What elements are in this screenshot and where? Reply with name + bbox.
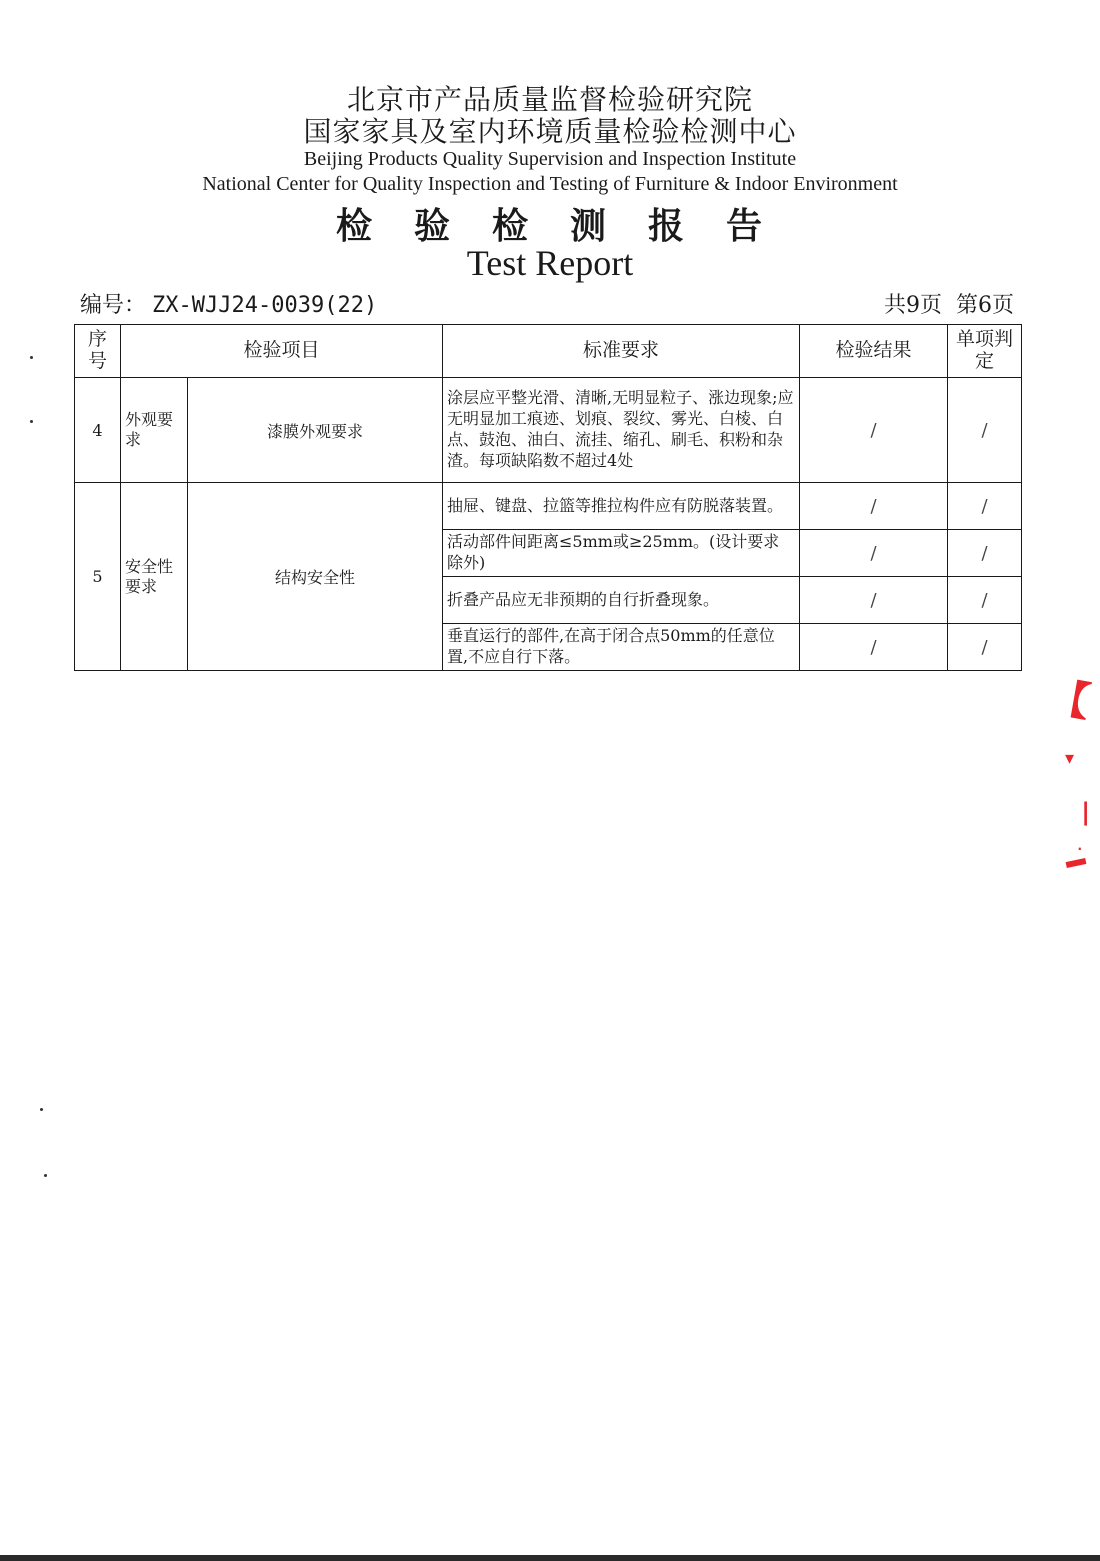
row-result: /: [800, 624, 948, 671]
row-requirement: 涂层应平整光滑、清晰,无明显粒子、涨边现象;应无明显加工痕迹、划痕、裂纹、雾光、白棱、白点、鼓泡、油白、流挂、缩孔、刷毛、积粉和杂渣。每项缺陷数不超过4处: [443, 378, 800, 483]
institute-name-cn: 北京市产品质量监督检验研究院: [346, 83, 753, 116]
report-number: [80, 288, 377, 319]
row-requirement: 折叠产品应无非预期的自行折叠现象。: [443, 577, 800, 624]
scan-border: [0, 1555, 1100, 1561]
report-title-cn: 检验检测报告: [335, 205, 804, 247]
row-requirement: 活动部件间距离≤5mm或≥25mm。(设计要求除外): [443, 530, 800, 577]
seal-fragment: ·: [1077, 842, 1082, 856]
row-result: /: [800, 577, 948, 624]
center-name-en: National Center for Quality Inspection and Testing of Furniture & Indoor Environment: [202, 173, 898, 195]
total-pages: 共9页: [884, 293, 942, 318]
table-row: [75, 483, 1022, 530]
header-no: 序号: [75, 325, 121, 378]
row-result: /: [800, 483, 948, 530]
row-category: 安全性要求: [121, 483, 188, 671]
row-no: 4: [75, 378, 121, 483]
seal-fragment: ▾: [1064, 748, 1074, 769]
row-result: /: [800, 530, 948, 577]
seal-fragment: [1066, 858, 1087, 868]
row-item: 漆膜外观要求: [188, 378, 443, 483]
row-category: 外观要求: [121, 378, 188, 483]
row-requirement: 垂直运行的部件,在高于闭合点50mm的任意位置,不应自行下落。: [443, 624, 800, 671]
table-row: [75, 378, 1022, 483]
row-judgment: /: [948, 378, 1022, 483]
row-no: 5: [75, 483, 121, 671]
page-info: [884, 288, 1014, 319]
report-title-en: Test Report: [466, 243, 634, 283]
table-header-row: [75, 325, 1022, 378]
row-judgment: /: [948, 530, 1022, 577]
scan-speck: [30, 356, 33, 359]
scan-speck: [30, 420, 33, 423]
scan-speck: [40, 1108, 43, 1111]
inspection-table: [74, 324, 1022, 671]
scan-speck: [44, 1174, 47, 1177]
row-item: 结构安全性: [188, 483, 443, 671]
row-requirement: 抽屉、键盘、拉篮等推拉构件应有防脱落装置。: [443, 483, 800, 530]
report-number-value: ZX-WJJ24-0039(22): [152, 293, 378, 318]
seal-fragment: 【: [1045, 673, 1094, 727]
row-judgment: /: [948, 483, 1022, 530]
row-judgment: /: [948, 577, 1022, 624]
row-result: /: [800, 378, 948, 483]
center-name-cn: 国家家具及室内环境质量检验检测中心: [303, 115, 797, 148]
row-judgment: /: [948, 624, 1022, 671]
report-number-label: 编号：: [80, 293, 147, 318]
header-item: 检验项目: [121, 325, 443, 378]
header-result: 检验结果: [800, 325, 948, 378]
institute-name-en: Beijing Products Quality Supervision and Inspection Institute: [303, 148, 797, 170]
seal-fragment: |: [1081, 798, 1090, 826]
current-page: 第6页: [956, 293, 1014, 318]
header-judgment: 单项判定: [948, 325, 1022, 378]
header-standard: 标准要求: [443, 325, 800, 378]
